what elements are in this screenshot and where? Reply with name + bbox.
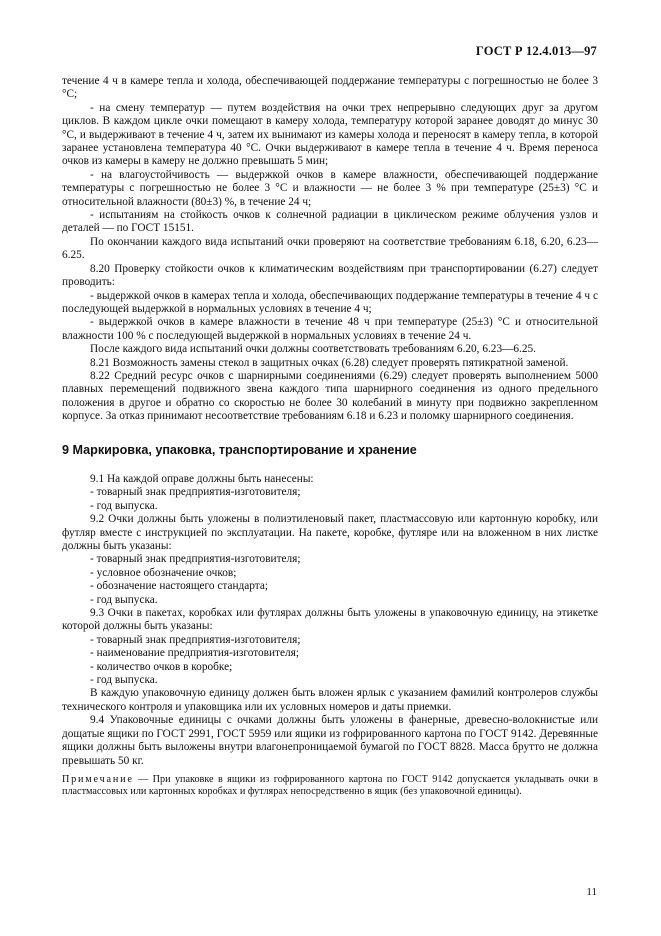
paragraph: 8.22 Средний ресурс очков с шарнирными соединениями (6.29) следует проверять выполнением 5000 плавных перемещений подвижного звена каждого типа шарнирного соединения из одного предельного положения в другое и обратно со скоростью не более 30 колебаний в минуту при подвижно закрепленном корпусе. За отказ принимают несоответствие требованиям 6.18 и 6.23 и поломку шарнирного соединения. [62,369,598,423]
paragraph: течение 4 ч в камере тепла и холода, обеспечивающей поддержание температуры с погрешностью не более 3 °С; [62,75,598,101]
paragraph: - испытаниям на стойкость очков к солнечной радиации в циклическом режиме облучения узлов и деталей — по ГОСТ 15151. [62,209,598,235]
test-methods-block [62,75,598,424]
note-label: Примечание [62,773,134,785]
paragraph: - на влагоустойчивость — выдержкой очков в камере влажности, обеспечивающей поддержание температуры с погрешностью не более 3 °С и влажности — не более 3 % при температуре (25±3) °С и относительной влажности (80±3) %, в течение 24 ч; [62,168,598,208]
page-number: 11 [586,886,597,898]
paragraph: 8.21 Возможность замены стекол в защитных очках (6.28) следует проверять пятикратной заменой. [90,356,569,369]
note-paragraph [62,774,598,799]
paragraph: 9.2 Очки должны быть уложены в полиэтиленовый пакет, пластмассовую или картонную коробку, или футляр вместе с инструкцией по эксплуатации. На пакете, коробке, футляре или на вложенном в них листке должны быть указаны: [62,513,598,552]
paragraph: - выдержкой очков в камерах тепла и холода, обеспечивающих поддержание температуры в течение 4 ч с последующей выдержкой в нормальных условиях в течение 4 ч; [62,289,598,315]
paragraph: После каждого вида испытаний очки должны соответствовать требованиям 6.20, 6.23—6.25. [90,343,536,356]
paragraph: - выдержкой очков в камере влажности в течение 48 ч при температуре (25±3) °С и относительной влажности 100 % с последующей выдержкой в нормальных условиях в течение 24 ч. [62,316,598,342]
paragraph: - количество очков в коробке; [90,660,233,673]
note-text: — При упаковке в ящики из гофрированного картона по ГОСТ 9142 допускается укладывать очки в пластмассовых или картонных коробках и футлярах непосредственно в ящик (без упаковочной единицы). [62,773,598,798]
paragraph: - год выпуска. [90,499,158,512]
document-body [62,75,598,799]
paragraph: - товарный знак предприятия-изготовителя; [90,633,301,646]
paragraph: 8.20 Проверку стойкости очков к климатическим воздействиям при транспортировании (6.27) следует проводить: [62,262,598,289]
paragraph: - товарный знак предприятия-изготовителя; [90,553,301,566]
paragraph: - обозначение настоящего стандарта; [90,580,268,593]
standard-header: ГОСТ Р 12.4.013—97 [475,44,597,58]
paragraph: - условное обозначение очков; [90,566,237,579]
section-heading: 9 Маркировка, упаковка, транспортирование и хранение [62,442,417,457]
paragraph: 9.1 На каждой оправе должны быть нанесены: [90,472,314,485]
paragraph: - наименование предприятия-изготовителя; [90,647,299,660]
marking-section-block [62,473,598,768]
paragraph: 9.3 Очки в пакетах, коробках или футлярах должны быть уложены в упаковочную единицу, на этикетке которой должны быть указаны: [62,607,598,633]
paragraph: 9.4 Упаковочные единицы с очками должны быть уложены в фанерные, древесно-волокнистые или дощатые ящики по ГОСТ 2991, ГОСТ 5959 или ящики из гофрированного картона по ГОСТ 9142. Деревянные ящики должны быть выложены внутри влагонепроницаемой бумагой по ГОСТ 8828. Масса брутто не должна превышать 50 кг. [62,714,598,767]
paragraph: - год выпуска. [90,674,158,687]
paragraph: - на смену температур — путем воздействия на очки трех непрерывно следующих друг за другом циклов. В каждом цикле очки помещают в камеру холода, температуру которой заранее доводят до минус 30 °С, и выдерживают в течение 4 ч, затем их вынимают из камеры холода и переносят в камеру тепла, в которой заранее установлена температура 40 °С. Очки выдерживают в камере тепла в течение 4 ч. Время переноса очков из камеры в камеру не должно превышать 5 мин; [62,101,598,168]
paragraph: - товарный знак предприятия-изготовителя; [90,486,301,499]
paragraph: - год выпуска. [90,593,158,606]
paragraph: В каждую упаковочную единицу должен быть вложен ярлык с указанием фамилий контролеров службы технического контроля и упаковщика или их условных номеров и даты приемки. [62,687,598,713]
paragraph: По окончании каждого вида испытаний очки проверяют на соответствие требованиям 6.18, 6.20, 6.23—6.25. [62,235,598,262]
